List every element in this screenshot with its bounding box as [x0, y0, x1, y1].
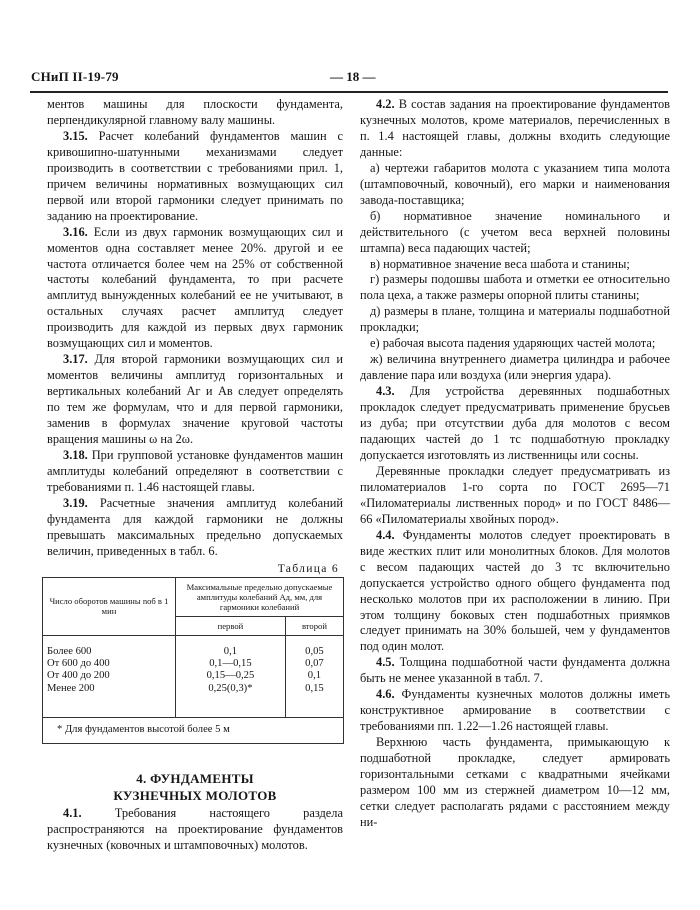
table-body: [43, 635, 344, 718]
section-title-line1: 4. ФУНДАМЕНТЫ: [136, 770, 254, 786]
table-value: 0,1—0,15: [209, 658, 252, 669]
table-value: 0,05: [305, 645, 324, 657]
table-header-second: второй: [285, 616, 343, 635]
paragraph-4-3: 4.3. Для устройства деревянных подшаботных прокладок следует предусматривать применение брусьев из дуба; при отсутствии дуба для молотов с весом падающих частей до 1 тс подшаботную прокладку допускается изготовлять из лиственницы или сосны.: [360, 384, 670, 462]
paragraph-4-2: 4.2. В состав задания на проектирование фундаментов кузнечных молотов, кроме материалов, перечисленных в п. 1.4 настоящей главы, должны входить следующие данные:: [360, 97, 670, 159]
paragraph-3-18: 3.18. При групповой установке фундаментов машин амплитуды колебаний определяют в соответствии с требованиями п. 1.46 настоящей главы.: [47, 447, 343, 494]
table-value: 0,15—0,25: [206, 670, 255, 682]
paragraph-continuation: ментов машины для плоскости фундамента, перпендикулярной главному валу машины.: [47, 97, 343, 127]
table-value: От 400 до 200: [47, 670, 110, 682]
page-number: — 18 —: [330, 69, 376, 84]
paragraph-3-16: 3.16. Если из двух гармоник возмущающих сил и моментов одна составляет менее 20%. другой и ее частота отличается более чем на 25% от собственной частоты колебаний фундамента, то при расчете амплитуд вынужденных колебаний ее не учитывают, в остальных случаях расчет амплитуд следует производить для каждой из первых двух гармоник возмущающих сил и моментов.: [47, 224, 343, 351]
table-cell-first: [176, 635, 286, 718]
table-value: 0,07: [305, 658, 324, 669]
list-item-v: в) нормативное значение веса шабота и станины;: [370, 256, 630, 271]
header-rule: [30, 91, 668, 93]
paragraph-4-1: 4.1. Требования настоящего раздела распространяются на проектирование фундаментов кузнечных (ковочных и штамповочных) молотов.: [47, 805, 343, 852]
table-value: 0,25(0,3)*: [208, 682, 253, 694]
table-cell-second: [285, 635, 343, 718]
paragraph-4-4: 4.4. Фундаменты молотов следует проектировать в виде жестких плит или монолитных блоков. Для молотов с весом падающих частей до 3 тс включительно допускается устройство одного общего фундамента под несколько молотов при их расположении в линию. При этом толщину боковых стен подшаботных приямков следует принимать на 30% большей, чем у фундаментов под один молот.: [360, 527, 670, 654]
table-value: 0,1: [307, 670, 322, 682]
table-value: 0,15: [305, 682, 324, 694]
list-item-b: б) нормативное значение номинального и действительного (с учетом веса верхней половины штампа) веса падающих частей;: [360, 208, 670, 255]
table-footnote: * Для фундаментов высотой более 5 м: [43, 718, 344, 743]
table-header-first: первой: [176, 616, 286, 635]
paragraph-4-6: 4.6. Фундаменты кузнечных молотов должны иметь конструктивное армирование в соответствии с требованиями пп. 1.22—1.26 настоящей главы.: [360, 687, 670, 734]
section-title: [47, 770, 343, 804]
amplitude-table: [42, 577, 344, 744]
table-label: Таблица 6: [277, 561, 339, 575]
paragraph-3-19: 3.19. Расчетные значения амплитуд колебаний фундамента для каждой гармоники не должны превышать максимальных предельно допускаемых величин, приведенных в табл. 6.: [47, 495, 343, 558]
table-value: Более 600: [47, 645, 92, 657]
table-value: 0,1: [223, 645, 238, 657]
table-value: Менее 200: [47, 682, 95, 694]
list-item-g: г) размеры подошвы шабота и отметки ее относительно пола цеха, а также размеры опорной плиты станины;: [360, 272, 670, 303]
document-code: СНиП II-19-79: [31, 69, 119, 84]
paragraph-4-5: 4.5. Толщина подшаботной части фундамента должна быть не менее указанной в табл. 7.: [360, 655, 670, 686]
list-item-zh: ж) величина внутреннего диаметра цилиндра и рабочее давление пара или воздуха (или энергия удара).: [360, 352, 670, 383]
left-column: [47, 97, 343, 853]
table-cell-rpm: [43, 635, 176, 718]
paragraph-3-15: 3.15. Расчет колебаний фундаментов машин с кривошипно-шатунными механизмами следует производить в соответствии с требованиями прил. 1, причем величины нормативных возмущающих сил первой или второй гармоники следует принимать по заданию на проектирование.: [47, 128, 343, 223]
paragraph-4-3-continued: Деревянные прокладки следует предусматривать из пиломатериалов 1-го сорта по ГОСТ 2695—71 «Пиломатериалы лиственных пород» и по ГОСТ 8486—66 «Пиломатериалы хвойных пород».: [360, 463, 670, 526]
section-title-line2: КУЗНЕЧНЫХ МОЛОТОВ: [113, 787, 277, 803]
table-value: От 600 до 400: [47, 658, 110, 669]
right-column: [360, 97, 670, 831]
paragraph-4-6-continued: Верхнюю часть фундамента, примыкающую к подшаботной прокладке, следует армировать горизонтальными сетками с квадратными ячейками размером 100 мм из стержней диаметром 10—12 мм, сетки следует располагать рядами с расстоянием между ни-: [360, 735, 670, 829]
list-item-a: а) чертежи габаритов молота с указанием типа молота (штамповочный, ковочный), его марки и наименования завода-поставщика;: [360, 160, 670, 207]
list-item-e: е) рабочая высота падения ударяющих частей молота;: [370, 336, 656, 351]
table-header-rpm: Число оборотов машины nоб в 1 мин: [43, 577, 176, 635]
list-item-d: д) размеры в плане, толщина и материалы подшаботной прокладки;: [360, 304, 670, 335]
table-header-amplitude: Максимальные предельно допускаемые амплитуды колебаний Aд, мм, для гармоники колебаний: [176, 577, 344, 616]
paragraph-3-17: 3.17. Для второй гармоники возмущающих сил и моментов величины амплитуд горизонтальных и вертикальных колебаний Aг и Aв следует определять по тем же формулам, что и для первой гармоники, заменив в формулах значение круговой частоты вращения машины ω на 2ω.: [47, 352, 343, 447]
